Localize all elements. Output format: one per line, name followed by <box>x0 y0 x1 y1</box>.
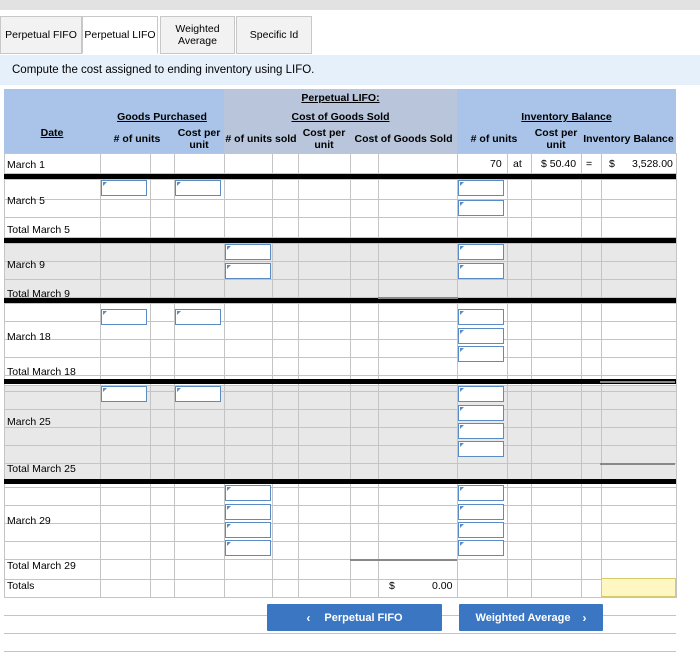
entry-input[interactable] <box>175 386 221 402</box>
entry-input[interactable] <box>458 244 504 260</box>
grid-hline <box>4 445 676 446</box>
grid-hline <box>4 243 676 244</box>
balance-cost-header: Cost per unit <box>534 127 578 151</box>
lifo-table <box>4 89 676 598</box>
prev-button-label: Perpetual FIFO <box>324 611 403 624</box>
entry-input[interactable] <box>101 386 147 402</box>
row-label-march9: March 9 <box>7 259 45 271</box>
tab-label: Perpetual LIFO <box>84 29 156 41</box>
grid-vline <box>174 153 175 598</box>
row-label-total-march25: Total March 25 <box>7 463 76 475</box>
tab-label: Weighted Average <box>175 23 220 47</box>
entry-input[interactable] <box>458 263 504 279</box>
tab-perpetual-lifo[interactable] <box>82 16 158 54</box>
section-divider <box>4 379 676 384</box>
grid-hline <box>4 339 676 340</box>
entry-input[interactable] <box>458 405 504 421</box>
entry-input[interactable] <box>458 180 504 196</box>
row-label-total-march9: Total March 9 <box>7 288 71 300</box>
grid-hline <box>4 261 676 262</box>
grid-hline <box>4 505 676 506</box>
march1-cost: $ 50.40 <box>541 158 577 170</box>
cogs-group-header: Cost of Goods Sold <box>291 111 390 123</box>
grid-vline <box>4 153 5 598</box>
tab-specific-id[interactable] <box>236 16 312 54</box>
grid-hline <box>4 651 676 652</box>
shaded-block <box>4 243 676 297</box>
entry-input[interactable] <box>458 504 504 520</box>
tab-label: Perpetual FIFO <box>5 29 77 41</box>
grid-vline <box>150 153 151 598</box>
row-label-totals: Totals <box>7 580 35 592</box>
totals-cogs-dollar: $ <box>389 580 395 592</box>
grid-vline <box>100 153 101 598</box>
date-header: Date <box>40 127 64 139</box>
row-label-march5: March 5 <box>7 195 45 207</box>
march1-equals: = <box>586 158 593 170</box>
entry-input[interactable] <box>458 540 504 556</box>
grid-vline <box>378 153 379 598</box>
row-label-total-march29: Total March 29 <box>7 560 76 572</box>
grid-hline <box>4 217 676 218</box>
entry-input[interactable] <box>458 309 504 325</box>
grid-hline <box>4 487 676 488</box>
grid-hline <box>4 199 676 200</box>
grid-hline <box>4 303 676 304</box>
entry-input[interactable] <box>225 540 271 556</box>
instruction-banner <box>0 55 700 85</box>
instruction-text: Compute the cost assigned to ending inventory using LIFO. <box>12 64 315 76</box>
sold-cost-header: Cost per unit <box>302 127 346 151</box>
top-strip <box>0 0 700 10</box>
section-divider <box>4 174 676 179</box>
row-label-march18: March 18 <box>7 331 51 343</box>
total-underline <box>350 559 457 561</box>
total-underline <box>378 297 458 299</box>
entry-input[interactable] <box>458 441 504 457</box>
entry-input[interactable] <box>458 386 504 402</box>
entry-input[interactable] <box>101 180 147 196</box>
row-label-march25: March 25 <box>7 416 51 428</box>
chevron-right-icon: › <box>582 610 587 625</box>
row-label-total-march18: Total March 18 <box>7 366 76 378</box>
grid-vline <box>350 153 351 598</box>
purchased-cost-header: Cost per unit <box>177 127 221 151</box>
grid-hline <box>4 409 676 410</box>
grid-hline <box>4 579 676 580</box>
total-underline <box>600 381 675 383</box>
entry-input[interactable] <box>458 423 504 439</box>
section-divider <box>4 238 676 243</box>
entry-input[interactable] <box>101 309 147 325</box>
entry-input[interactable] <box>458 200 504 216</box>
total-underline <box>600 463 675 465</box>
row-label-march29: March 29 <box>7 515 51 527</box>
tab-weighted-average[interactable] <box>160 16 235 54</box>
goods-purchased-header: Goods Purchased <box>117 111 207 123</box>
section-divider <box>4 298 676 303</box>
balance-units-header: # of units <box>470 133 518 145</box>
row-label-total-march5: Total March 5 <box>7 224 71 236</box>
entry-input[interactable] <box>225 244 271 260</box>
tab-label: Specific Id <box>249 29 299 41</box>
table-title: Perpetual LIFO: <box>301 92 380 104</box>
totals-cogs-value: 0.00 <box>432 580 453 592</box>
grid-vline <box>298 153 299 598</box>
sold-units-header: # of units sold <box>225 133 297 145</box>
entry-input[interactable] <box>175 180 221 196</box>
grid-vline <box>581 153 582 598</box>
grid-hline <box>4 427 676 428</box>
grid-hline <box>4 541 676 542</box>
grid-hline <box>4 375 676 376</box>
prev-perpetual-fifo-button[interactable] <box>267 604 442 631</box>
next-weighted-average-button[interactable] <box>459 604 603 631</box>
grid-hline <box>4 279 676 280</box>
next-button-label: Weighted Average <box>475 611 571 624</box>
chevron-left-icon: ‹ <box>306 610 311 625</box>
grid-hline <box>4 597 676 598</box>
march1-dollar: $ <box>609 158 615 170</box>
entry-input[interactable] <box>225 263 271 279</box>
grid-vline <box>676 153 677 598</box>
grid-vline <box>601 153 602 598</box>
totals-inventory-balance-field[interactable] <box>601 578 676 597</box>
entry-input[interactable] <box>225 522 271 538</box>
purchased-units-header: # of units <box>113 133 161 145</box>
entry-input[interactable] <box>458 485 504 501</box>
entry-input[interactable] <box>225 485 271 501</box>
entry-input[interactable] <box>458 346 504 362</box>
entry-input[interactable] <box>458 522 504 538</box>
march1-balance: 3,528.00 <box>632 158 673 170</box>
inventory-balance-header: Inventory Balance <box>521 111 612 123</box>
row-label-march1: March 1 <box>7 159 45 171</box>
march1-units: 70 <box>490 158 502 170</box>
march1-at: at <box>513 158 522 170</box>
entry-input[interactable] <box>175 309 221 325</box>
grid-vline <box>272 153 273 598</box>
grid-hline <box>4 633 676 634</box>
grid-vline <box>531 153 532 598</box>
grid-hline <box>4 523 676 524</box>
section-divider <box>4 479 676 484</box>
grid-hline <box>4 463 676 464</box>
balance-total-header: Inventory Balance <box>583 133 674 145</box>
grid-hline <box>4 357 676 358</box>
tab-perpetual-fifo[interactable] <box>0 16 82 54</box>
grid-hline <box>4 153 676 154</box>
entry-input[interactable] <box>225 504 271 520</box>
entry-input[interactable] <box>458 328 504 344</box>
grid-hline <box>4 559 676 560</box>
grid-vline <box>507 153 508 598</box>
cogs-header: Cost of Goods Sold <box>354 133 453 145</box>
